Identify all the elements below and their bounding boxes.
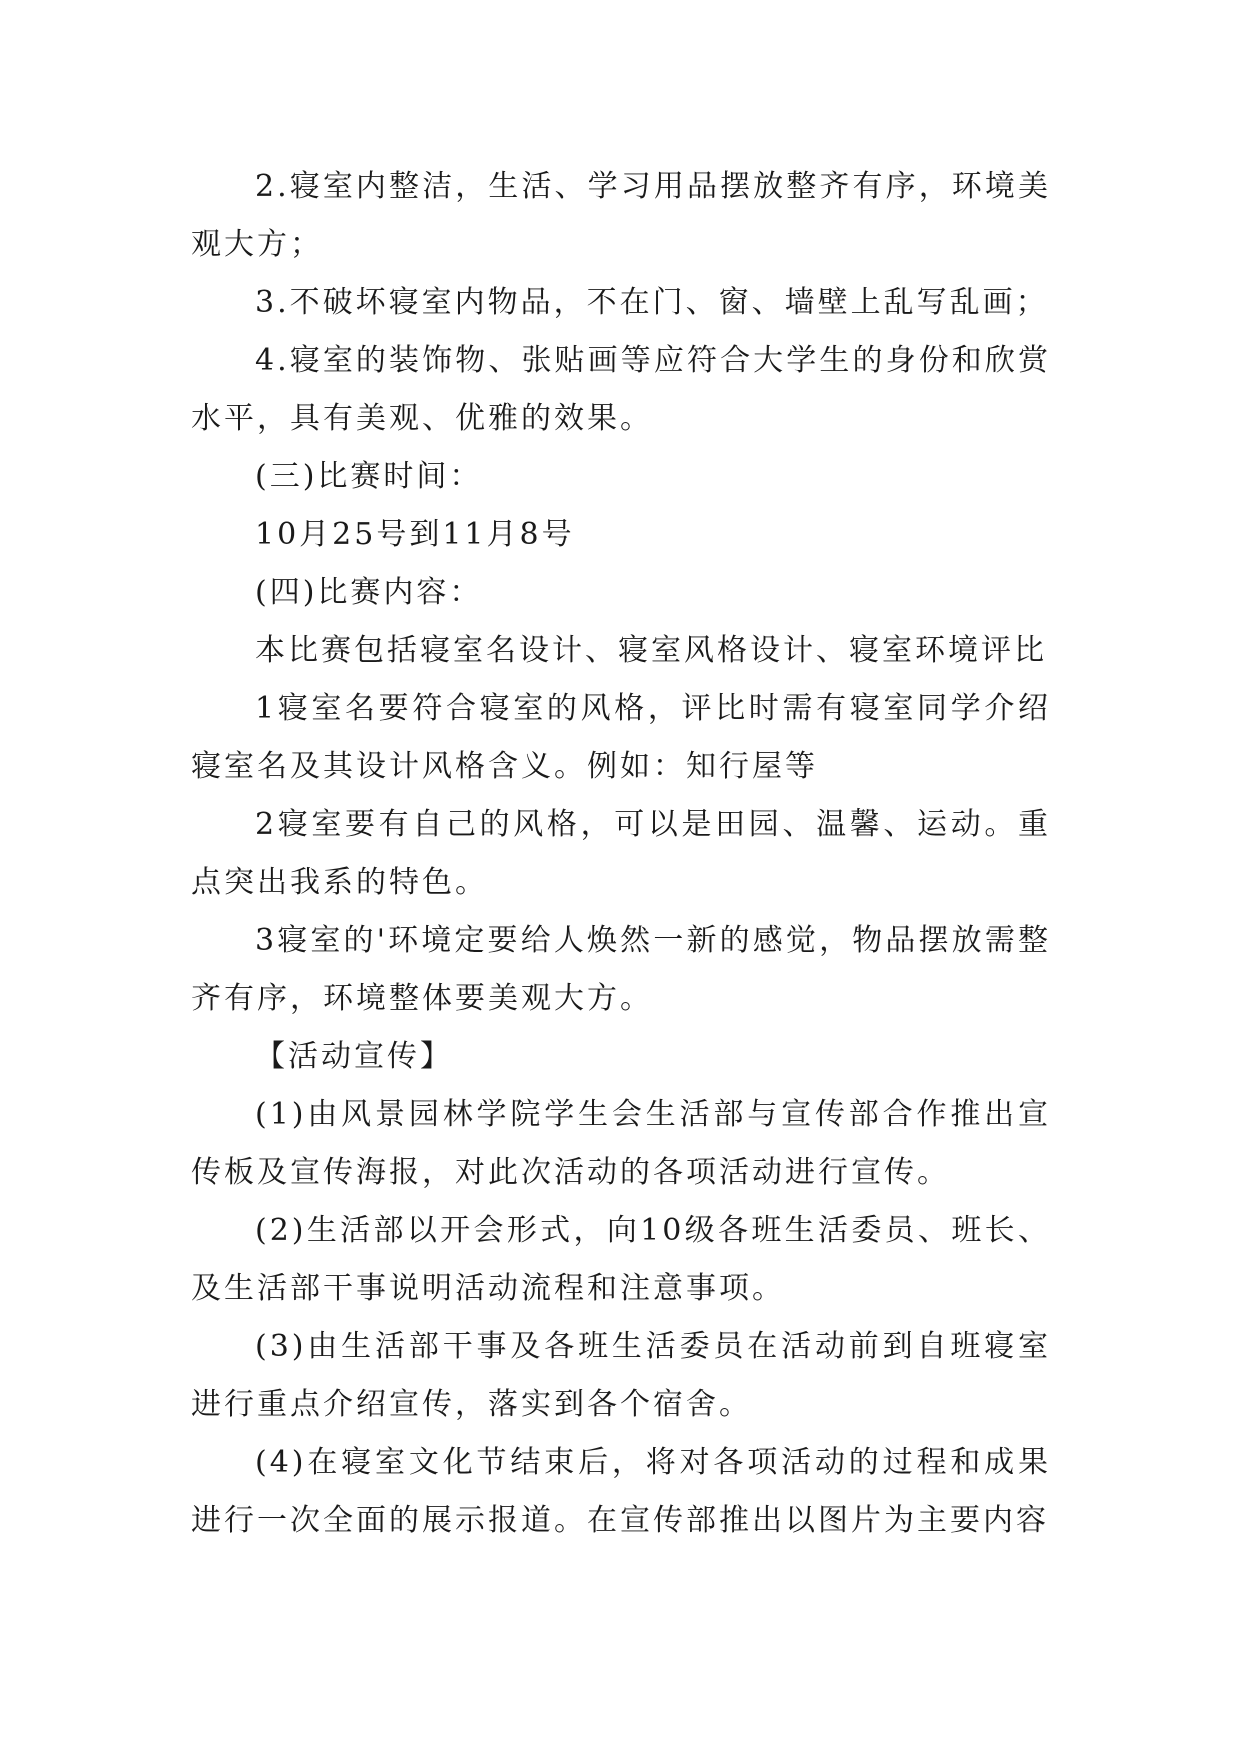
paragraph-publicity-1: (1)由风景园林学院学生会生活部与宣传部合作推出宣传板及宣传海报，对此次活动的各项活动进行宣传。: [191, 1097, 1051, 1190]
section-heading-time: (三)比赛时间：: [255, 459, 483, 494]
paragraph-2: 3.不破坏寝室内物品，不在门、窗、墙壁上乱写乱画；: [255, 285, 1049, 320]
document-body: [191, 158, 1051, 1550]
paragraph-1: 2.寝室内整洁，生活、学习用品摆放整齐有序，环境美观大方；: [191, 169, 1051, 262]
paragraph-date-range: 10月25号到11月8号: [255, 517, 575, 552]
section-heading-content: (四)比赛内容：: [255, 575, 483, 610]
paragraph-publicity-3: (3)由生活部干事及各班生活委员在活动前到自班寝室进行重点介绍宣传，落实到各个宿舍。: [191, 1329, 1051, 1422]
paragraph-item-1: 1寝室名要符合寝室的风格，评比时需有寝室同学介绍寝室名及其设计风格含义。例如：知行屋等: [191, 691, 1051, 784]
paragraph-item-3: 3寝室的'环境定要给人焕然一新的感觉，物品摆放需整齐有序，环境整体要美观大方。: [191, 923, 1051, 1016]
paragraph-publicity-2: (2)生活部以开会形式，向10级各班生活委员、班长、及生活部干事说明活动流程和注意事项。: [191, 1213, 1051, 1306]
paragraph-item-2: 2寝室要有自己的风格，可以是田园、温馨、运动。重点突出我系的特色。: [191, 807, 1051, 900]
paragraph-contest-scope: 本比赛包括寝室名设计、寝室风格设计、寝室环境评比: [255, 633, 1047, 668]
paragraph-3: 4.寝室的装饰物、张贴画等应符合大学生的身份和欣赏水平，具有美观、优雅的效果。: [191, 343, 1051, 436]
section-heading-publicity: 【活动宣传】: [255, 1039, 453, 1074]
paragraph-publicity-4: (4)在寝室文化节结束后，将对各项活动的过程和成果进行一次全面的展示报道。在宣传部推出以图片为主要内容: [191, 1445, 1051, 1538]
